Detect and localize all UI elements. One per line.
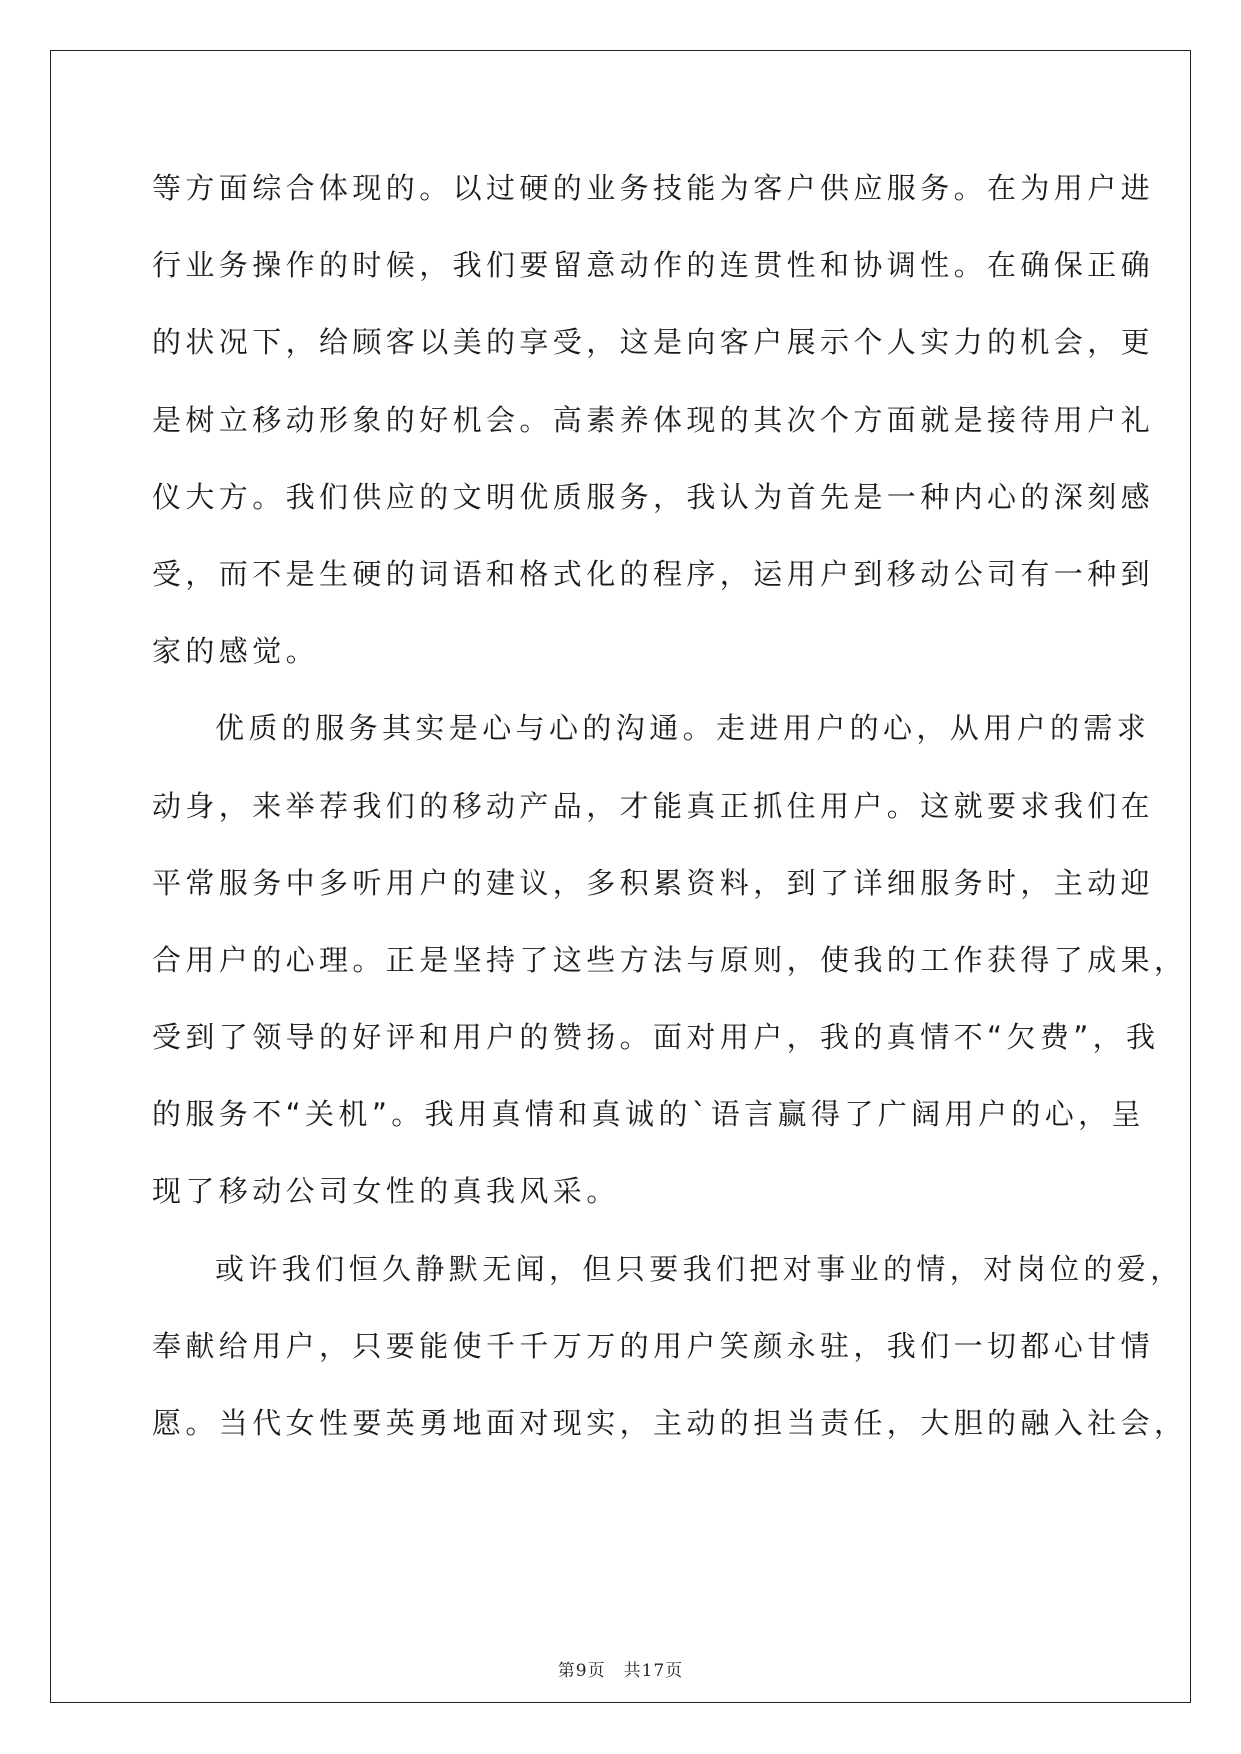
text-line: 的状况下，给顾客以美的享受，这是向客户展示个人实力的机会，更: [152, 325, 1155, 360]
text-line: 平常服务中多听用户的建议，多积累资料，到了详细服务时，主动迎: [152, 865, 1155, 900]
text-line: 动身，来举荐我们的移动产品，才能真正抓住用户。这就要求我们在: [152, 788, 1155, 823]
text-line: 优质的服务其实是心与心的沟通。走进用户的心，从用户的需求: [215, 711, 1151, 746]
text-line: 的服务不“关机”。我用真情和真诚的`语言赢得了广阔用户的心，呈: [152, 1097, 1145, 1132]
page-number-footer: 第9页 共17页: [557, 1661, 684, 1681]
text-line: 愿。当代女性要英勇地面对现实，主动的担当责任，大胆的融入社会，: [152, 1406, 1188, 1440]
text-line: 是树立移动形象的好机会。高素养体现的其次个方面就是接待用户礼: [152, 402, 1155, 437]
text-line: 现了移动公司女性的真我风采。: [152, 1174, 620, 1209]
text-line: 受到了领导的好评和用户的赞扬。面对用户，我的真情不“欠费”，我: [152, 1020, 1160, 1055]
text-line: 行业务操作的时候，我们要留意动作的连贯性和协调性。在确保正确: [152, 248, 1155, 283]
body-text: [152, 163, 1188, 1475]
text-line: 受，而不是生硬的词语和格式化的程序，运用户到移动公司有一种到: [152, 556, 1155, 591]
text-line: 奉献给用户，只要能使千千万万的用户笑颜永驻，我们一切都心甘情: [152, 1328, 1155, 1363]
text-line: 等方面综合体现的。以过硬的业务技能为客户供应服务。在为用户进: [152, 171, 1155, 205]
text-line: 或许我们恒久静默无闻，但只要我们把对事业的情，对岗位的爱，: [215, 1251, 1184, 1286]
text-line: 家的感觉。: [152, 634, 320, 669]
text-line: 仪大方。我们供应的文明优质服务，我认为首先是一种内心的深刻感: [152, 479, 1155, 514]
text-line: 合用户的心理。正是坚持了这些方法与原则，使我的工作获得了成果，: [152, 942, 1188, 977]
